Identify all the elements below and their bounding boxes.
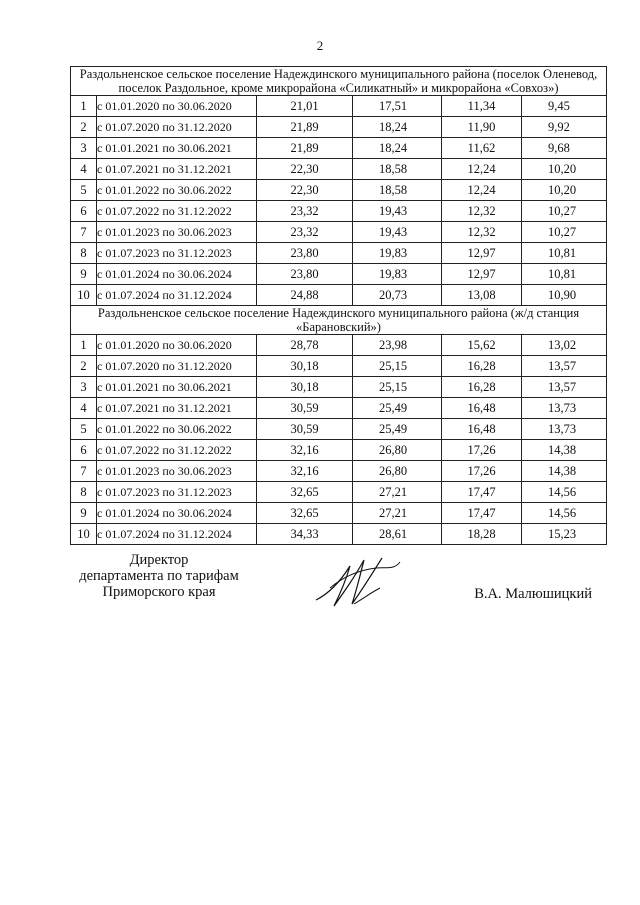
value-cell: 18,28 — [442, 524, 522, 545]
signatory-name: В.А. Малюшицкий — [474, 586, 592, 602]
table-row — [71, 243, 607, 264]
value-cell: 23,32 — [257, 222, 353, 243]
row-number: 7 — [71, 461, 97, 482]
table-row — [71, 138, 607, 159]
table-row — [71, 117, 607, 138]
section-title: Раздольненское сельское поселение Надеждинского муниципального района (ж/д станция «Барановский») — [71, 306, 607, 335]
value-cell: 11,62 — [442, 138, 522, 159]
value-cell: 18,24 — [353, 117, 442, 138]
value-cell: 10,20 — [522, 180, 607, 201]
value-cell: 21,01 — [257, 96, 353, 117]
value-cell: 10,81 — [522, 243, 607, 264]
row-number: 7 — [71, 222, 97, 243]
table-row — [71, 180, 607, 201]
value-cell: 16,28 — [442, 377, 522, 398]
table-row — [71, 335, 607, 356]
value-cell: 11,34 — [442, 96, 522, 117]
row-number: 8 — [71, 243, 97, 264]
table-row — [71, 159, 607, 180]
section-header-row — [71, 306, 607, 335]
value-cell: 22,30 — [257, 159, 353, 180]
value-cell: 15,23 — [522, 524, 607, 545]
value-cell: 13,57 — [522, 377, 607, 398]
table-row — [71, 524, 607, 545]
table-row — [71, 398, 607, 419]
period-cell: с 01.07.2024 по 31.12.2024 — [97, 524, 257, 545]
value-cell: 9,92 — [522, 117, 607, 138]
period-cell: с 01.01.2021 по 30.06.2021 — [97, 138, 257, 159]
value-cell: 21,89 — [257, 117, 353, 138]
row-number: 2 — [71, 356, 97, 377]
signature-block — [70, 548, 606, 628]
value-cell: 12,24 — [442, 159, 522, 180]
table-row — [71, 356, 607, 377]
value-cell: 25,49 — [353, 398, 442, 419]
period-cell: с 01.01.2022 по 30.06.2022 — [97, 419, 257, 440]
row-number: 3 — [71, 377, 97, 398]
value-cell: 32,16 — [257, 461, 353, 482]
value-cell: 12,32 — [442, 201, 522, 222]
row-number: 5 — [71, 419, 97, 440]
period-cell: с 01.01.2020 по 30.06.2020 — [97, 335, 257, 356]
table-row — [71, 264, 607, 285]
value-cell: 10,90 — [522, 285, 607, 306]
value-cell: 9,68 — [522, 138, 607, 159]
value-cell: 28,61 — [353, 524, 442, 545]
period-cell: с 01.07.2022 по 31.12.2022 — [97, 201, 257, 222]
value-cell: 30,18 — [257, 377, 353, 398]
row-number: 10 — [71, 524, 97, 545]
table-row — [71, 461, 607, 482]
period-cell: с 01.01.2022 по 30.06.2022 — [97, 180, 257, 201]
value-cell: 12,97 — [442, 264, 522, 285]
table-row — [71, 285, 607, 306]
period-cell: с 01.07.2020 по 31.12.2020 — [97, 356, 257, 377]
value-cell: 19,83 — [353, 243, 442, 264]
value-cell: 11,90 — [442, 117, 522, 138]
value-cell: 19,43 — [353, 222, 442, 243]
value-cell: 22,30 — [257, 180, 353, 201]
value-cell: 28,78 — [257, 335, 353, 356]
page-number: 2 — [316, 38, 324, 53]
row-number: 6 — [71, 201, 97, 222]
table-row — [71, 503, 607, 524]
value-cell: 17,47 — [442, 482, 522, 503]
value-cell: 25,15 — [353, 356, 442, 377]
table-row — [71, 222, 607, 243]
value-cell: 14,56 — [522, 482, 607, 503]
value-cell: 12,97 — [442, 243, 522, 264]
table-row — [71, 482, 607, 503]
value-cell: 26,80 — [353, 461, 442, 482]
period-cell: с 01.01.2020 по 30.06.2020 — [97, 96, 257, 117]
value-cell: 19,43 — [353, 201, 442, 222]
table-row — [71, 377, 607, 398]
period-cell: с 01.01.2023 по 30.06.2023 — [97, 222, 257, 243]
value-cell: 30,59 — [257, 419, 353, 440]
section-title: Раздольненское сельское поселение Надеждинского муниципального района (поселок Оленевод, поселок Раздольное, кроме микрорайона «Силикатный» и микрорайона «Совхоз») — [71, 67, 607, 96]
row-number: 1 — [71, 335, 97, 356]
period-cell: с 01.07.2022 по 31.12.2022 — [97, 440, 257, 461]
value-cell: 15,62 — [442, 335, 522, 356]
value-cell: 17,26 — [442, 440, 522, 461]
value-cell: 10,27 — [522, 222, 607, 243]
row-number: 5 — [71, 180, 97, 201]
value-cell: 17,26 — [442, 461, 522, 482]
value-cell: 10,81 — [522, 264, 607, 285]
table-row — [71, 201, 607, 222]
period-cell: с 01.07.2020 по 31.12.2020 — [97, 117, 257, 138]
value-cell: 26,80 — [353, 440, 442, 461]
period-cell: с 01.07.2021 по 31.12.2021 — [97, 398, 257, 419]
row-number: 4 — [71, 398, 97, 419]
signatory-title-line: департамента по тарифам — [79, 568, 239, 584]
value-cell: 17,47 — [442, 503, 522, 524]
value-cell: 27,21 — [353, 503, 442, 524]
row-number: 3 — [71, 138, 97, 159]
value-cell: 14,38 — [522, 440, 607, 461]
value-cell: 23,80 — [257, 264, 353, 285]
value-cell: 12,24 — [442, 180, 522, 201]
value-cell: 32,16 — [257, 440, 353, 461]
value-cell: 18,58 — [353, 180, 442, 201]
value-cell: 25,49 — [353, 419, 442, 440]
value-cell: 21,89 — [257, 138, 353, 159]
tariff-table-body — [71, 67, 607, 545]
value-cell: 10,20 — [522, 159, 607, 180]
period-cell: с 01.01.2024 по 30.06.2024 — [97, 264, 257, 285]
period-cell: с 01.01.2024 по 30.06.2024 — [97, 503, 257, 524]
table-row — [71, 419, 607, 440]
signatory-title — [70, 552, 248, 600]
period-cell: с 01.07.2023 по 31.12.2023 — [97, 243, 257, 264]
value-cell: 25,15 — [353, 377, 442, 398]
signatory-title-line: Директор — [129, 552, 189, 568]
row-number: 9 — [71, 264, 97, 285]
value-cell: 34,33 — [257, 524, 353, 545]
tariff-table — [70, 66, 607, 545]
value-cell: 16,28 — [442, 356, 522, 377]
value-cell: 30,18 — [257, 356, 353, 377]
row-number: 8 — [71, 482, 97, 503]
period-cell: с 01.07.2021 по 31.12.2021 — [97, 159, 257, 180]
value-cell: 16,48 — [442, 398, 522, 419]
table-row — [71, 96, 607, 117]
value-cell: 10,27 — [522, 201, 607, 222]
value-cell: 24,88 — [257, 285, 353, 306]
value-cell: 14,56 — [522, 503, 607, 524]
value-cell: 9,45 — [522, 96, 607, 117]
row-number: 10 — [71, 285, 97, 306]
value-cell: 13,73 — [522, 419, 607, 440]
value-cell: 23,80 — [257, 243, 353, 264]
value-cell: 16,48 — [442, 419, 522, 440]
value-cell: 12,32 — [442, 222, 522, 243]
row-number: 1 — [71, 96, 97, 117]
handwritten-signature — [310, 548, 406, 612]
value-cell: 32,65 — [257, 482, 353, 503]
row-number: 2 — [71, 117, 97, 138]
period-cell: с 01.07.2024 по 31.12.2024 — [97, 285, 257, 306]
period-cell: с 01.01.2023 по 30.06.2023 — [97, 461, 257, 482]
row-number: 9 — [71, 503, 97, 524]
value-cell: 13,73 — [522, 398, 607, 419]
value-cell: 18,58 — [353, 159, 442, 180]
value-cell: 13,08 — [442, 285, 522, 306]
signatory-title-line: Приморского края — [102, 584, 216, 600]
section-header-row — [71, 67, 607, 96]
value-cell: 23,98 — [353, 335, 442, 356]
value-cell: 23,32 — [257, 201, 353, 222]
value-cell: 27,21 — [353, 482, 442, 503]
row-number: 4 — [71, 159, 97, 180]
value-cell: 30,59 — [257, 398, 353, 419]
period-cell: с 01.01.2021 по 30.06.2021 — [97, 377, 257, 398]
period-cell: с 01.07.2023 по 31.12.2023 — [97, 482, 257, 503]
value-cell: 14,38 — [522, 461, 607, 482]
value-cell: 20,73 — [353, 285, 442, 306]
value-cell: 18,24 — [353, 138, 442, 159]
value-cell: 32,65 — [257, 503, 353, 524]
value-cell: 13,57 — [522, 356, 607, 377]
row-number: 6 — [71, 440, 97, 461]
value-cell: 17,51 — [353, 96, 442, 117]
value-cell: 19,83 — [353, 264, 442, 285]
table-row — [71, 440, 607, 461]
value-cell: 13,02 — [522, 335, 607, 356]
